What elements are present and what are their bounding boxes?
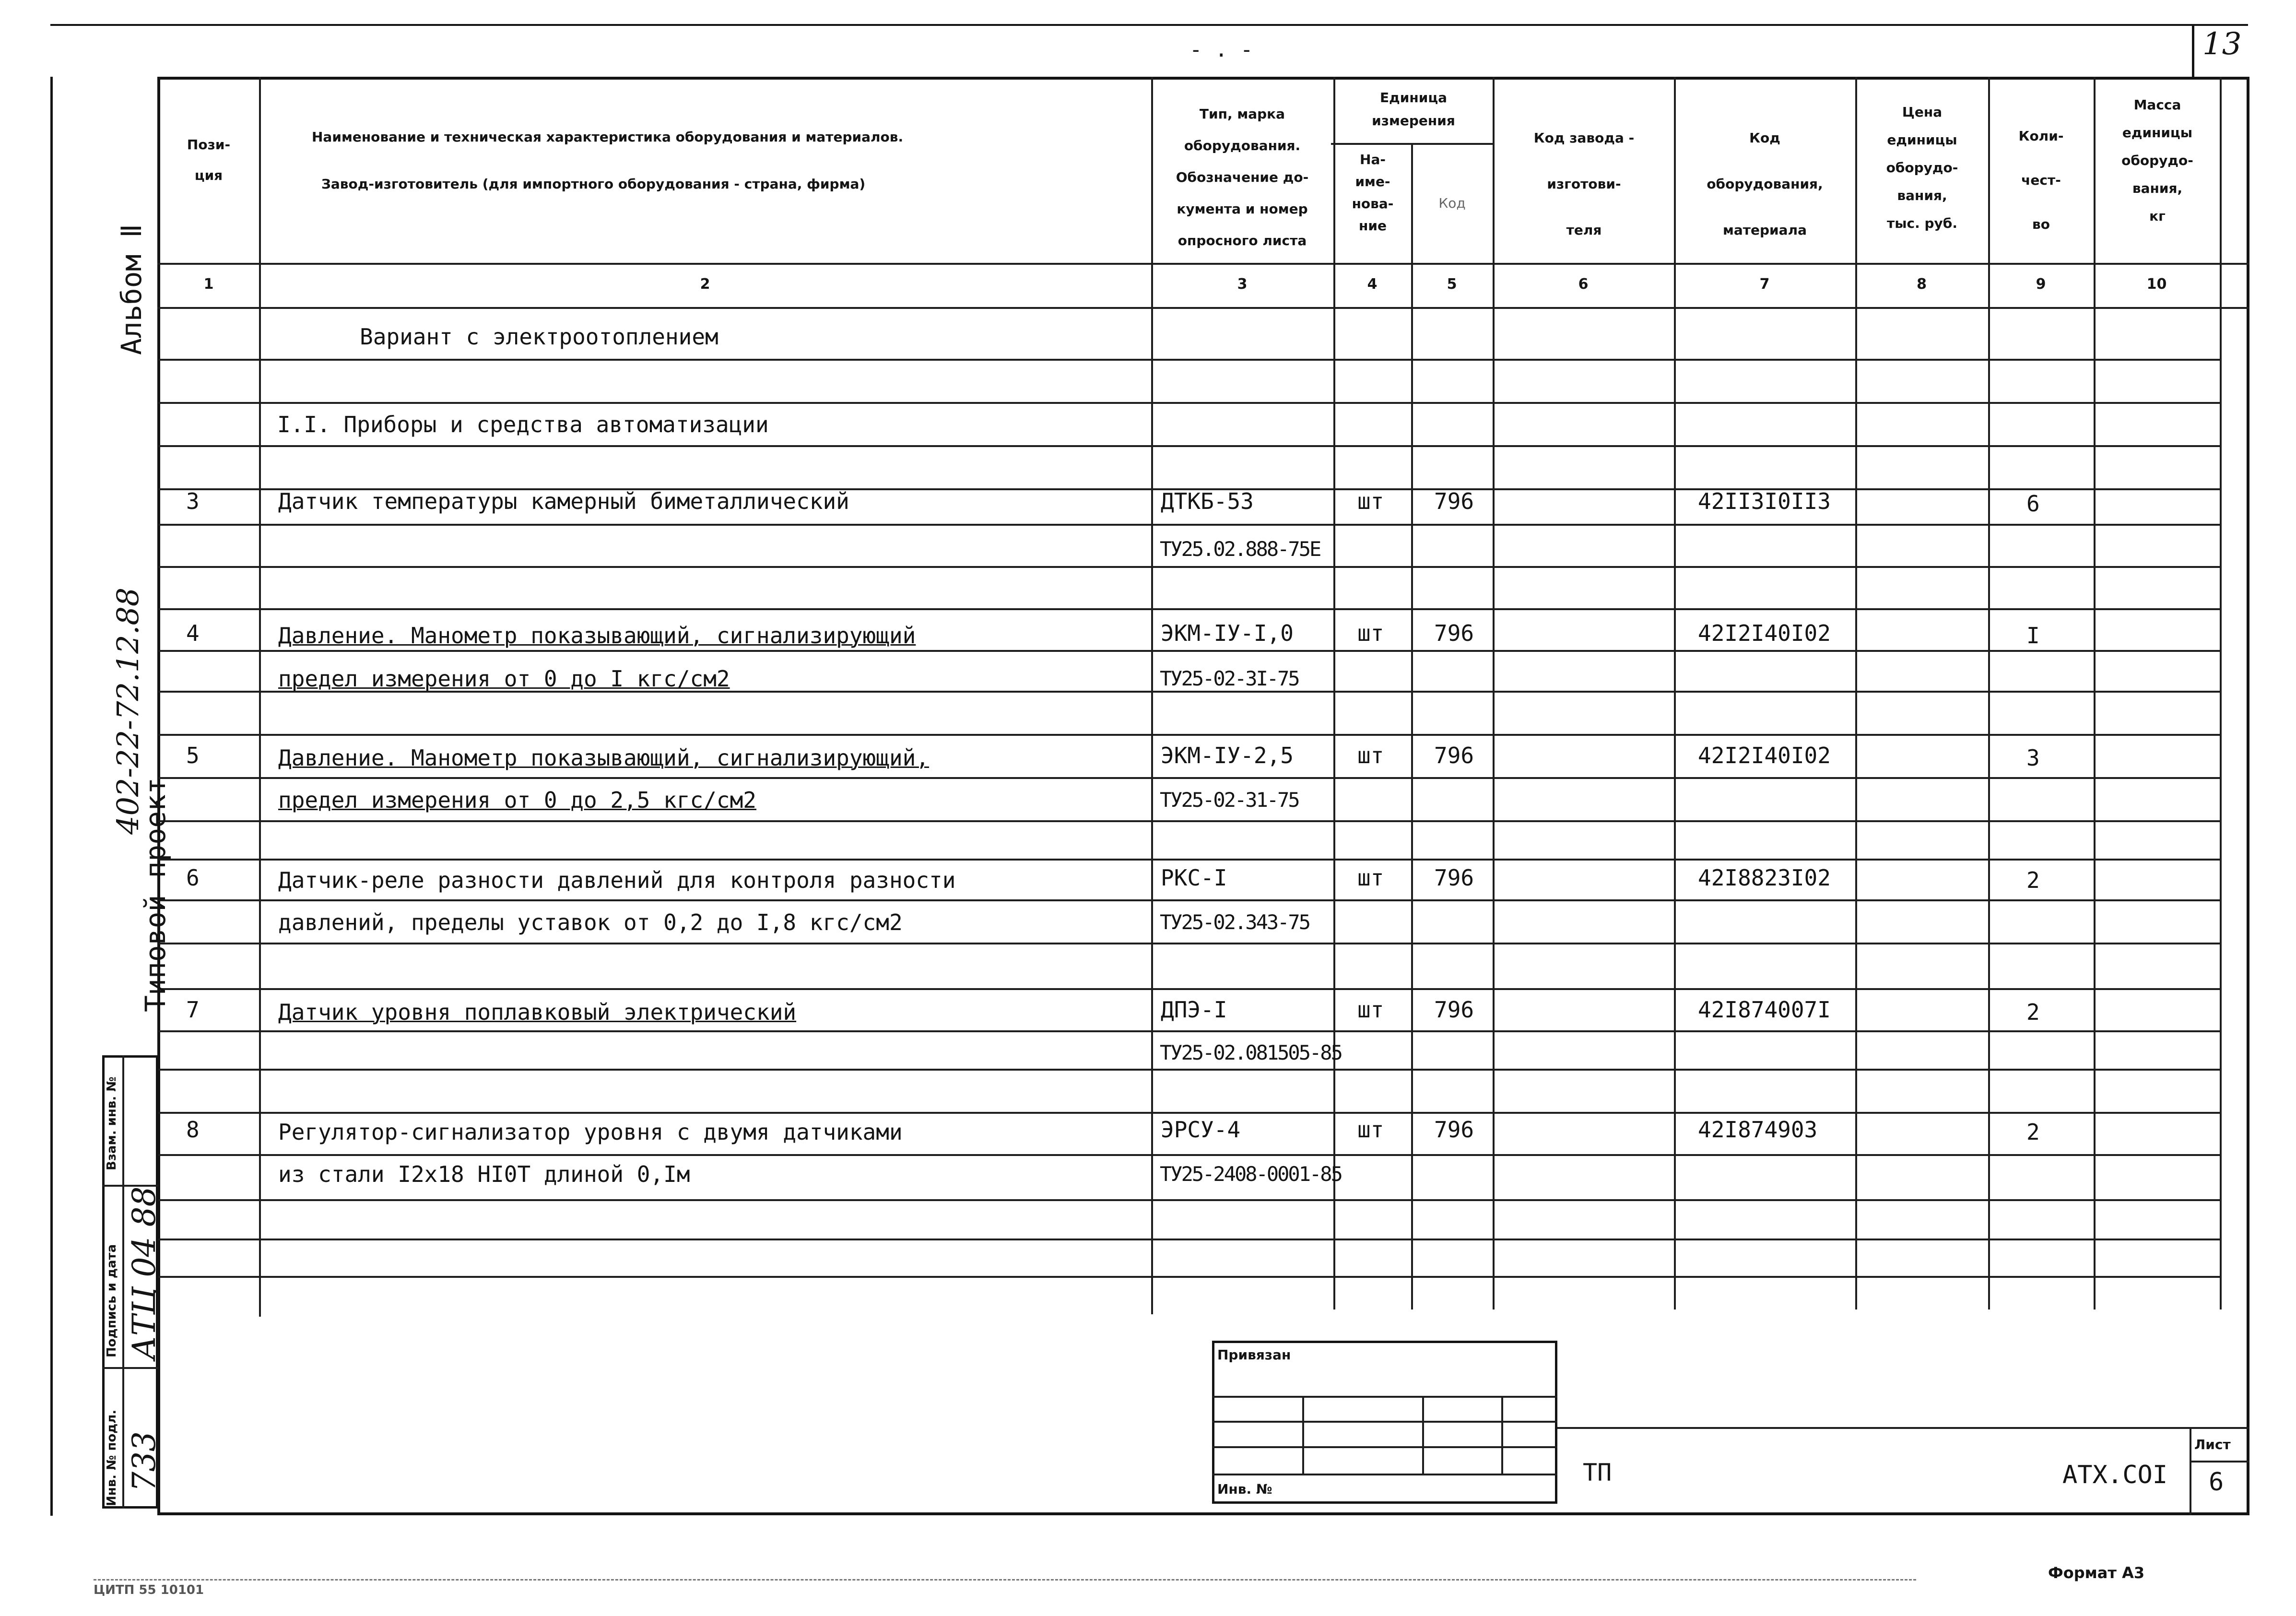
col-line-7: [1855, 77, 1857, 1309]
side-stamp-col2-label: Подпись и дата: [105, 1244, 119, 1357]
top-mark: - . -: [1189, 37, 1253, 62]
row-quantity: 6: [2026, 491, 2040, 517]
sheet-label: Лист: [2194, 1437, 2231, 1452]
row-name-line1: Давление. Манометр показывающий, сигнализирующий,: [278, 745, 930, 771]
side-stamp-col3-label: Взам. инв. №: [105, 1076, 119, 1170]
row-equipment-code: 42I874007I: [1698, 997, 1831, 1023]
side-stamp-col2-value: АТЦ 04 88: [126, 1186, 163, 1360]
sheet-box-left: [2190, 1427, 2191, 1515]
row-name-line1: Датчик-реле разности давлений для контроля разности: [278, 867, 956, 893]
row-name-line2: предел измерения от 0 до 2,5 кгс/см2: [278, 787, 756, 813]
header-type: Тип, марка оборудования. Обозначение до- кумента и номер опросного листа: [1176, 106, 1309, 248]
row-type-line1: РКС-I: [1161, 865, 1227, 891]
row-line: [158, 402, 2220, 404]
side-stamp-divider: [122, 1055, 124, 1509]
col-line-9: [2094, 77, 2096, 1309]
row-name-line2: предел измерения от 0 до I кгс/см2: [278, 666, 730, 692]
side-album: Альбом Ⅱ: [115, 224, 148, 355]
row-name-line2: из стали I2х18 HI0T длиной 0,Iм: [278, 1161, 690, 1187]
row-unit-code: 796: [1434, 620, 1474, 646]
row-line: [158, 566, 2220, 568]
colnum-6: 6: [1578, 276, 1589, 293]
row-type-line2: ТУ25-02.343-75: [1160, 910, 1310, 934]
footer-code: ЦИТП 55 10101: [94, 1583, 204, 1597]
row-name-line1: Датчик уровня поплавковый электрический: [278, 999, 797, 1025]
header-position: Пози- ция: [187, 137, 231, 183]
footer-dashed-line: [94, 1579, 1916, 1581]
row-equipment-code: 42II3I0II3: [1698, 488, 1831, 514]
col-line-2: [1151, 77, 1153, 1314]
sheet-value: 6: [2209, 1468, 2224, 1497]
stamp-doc-code: АТХ.COI: [2062, 1461, 2168, 1489]
privyazan-h1: [1212, 1396, 1557, 1398]
row-line: [158, 1112, 2220, 1114]
row-line: [158, 1276, 2220, 1278]
col-line-3: [1333, 77, 1335, 1309]
colnum-1: 1: [203, 276, 214, 293]
privyazan-label: Привязан: [1217, 1347, 1291, 1363]
row-line: [158, 899, 2220, 901]
row-quantity: I: [2026, 623, 2040, 649]
side-project: Типовой проект: [139, 778, 172, 1012]
side-stamp-col1-label: Инв. № подл.: [105, 1409, 119, 1506]
col-line-10: [2220, 77, 2222, 1309]
row-type-line1: ЭКМ-IУ-I,0: [1161, 620, 1294, 646]
header-factory-code: Код завода - изготови- теля: [1533, 130, 1635, 238]
side-project-code: 402-22-72.12.88: [110, 587, 145, 835]
row-equipment-code: 42I8823I02: [1698, 865, 1831, 891]
row-name-line1: Датчик температуры камерный биметаллический: [278, 488, 849, 514]
colnum-4: 4: [1367, 276, 1378, 293]
row-unit: шт: [1357, 743, 1384, 768]
section-subtitle: I.I. Приборы и средства автоматизации: [277, 412, 769, 437]
row-line: [158, 859, 2220, 861]
row-line: [158, 524, 2220, 526]
row-line: [158, 445, 2220, 447]
colnum-9: 9: [2036, 276, 2046, 293]
stamp-tp: ТП: [1583, 1459, 1612, 1486]
row-unit: шт: [1357, 620, 1384, 646]
header-name-line2: Завод-изготовитель (для импортного оборудования - страна, фирма): [321, 176, 866, 192]
row-unit: шт: [1357, 997, 1384, 1023]
row-type-line2: ТУ25-02-3I-75: [1160, 667, 1299, 690]
row-line: [158, 734, 2220, 736]
row-type-line1: ДПЭ-I: [1161, 997, 1227, 1023]
row-type-line1: ЭКМ-IУ-2,5: [1161, 743, 1294, 768]
sheet-number-handwritten: 13: [2202, 26, 2242, 62]
col-line-5: [1493, 77, 1495, 1309]
row-line: [158, 943, 2220, 944]
colnum-10: 10: [2146, 276, 2167, 293]
row-unit-code: 796: [1434, 1117, 1474, 1143]
row-unit-code: 796: [1434, 997, 1474, 1023]
format-label: Формат А3: [2048, 1564, 2145, 1582]
privyazan-v3: [1501, 1396, 1503, 1474]
row-type-line2: ТУ25-2408-0001-85: [1160, 1162, 1342, 1186]
frame-top-line: [50, 24, 2248, 26]
row-equipment-code: 42I2I40I02: [1698, 743, 1831, 768]
colnum-8: 8: [1917, 276, 1927, 293]
header-unit-name: На- име- нова- ние: [1352, 152, 1394, 234]
row-line: [158, 1069, 2220, 1071]
header-mass: Масса единицы оборудо- вания, кг: [2121, 97, 2193, 224]
title-block-top: [1557, 1427, 2249, 1429]
header-quantity: Коли- чест- во: [2018, 128, 2064, 232]
colnum-3: 3: [1237, 276, 1248, 293]
col-line-6: [1674, 77, 1676, 1309]
row-equipment-code: 42I874903: [1698, 1117, 1818, 1143]
row-line: [158, 1154, 2220, 1156]
row-line: [158, 1199, 2220, 1201]
row-line: [158, 820, 2220, 822]
row-unit-code: 796: [1434, 488, 1474, 514]
colnum-2: 2: [700, 276, 710, 293]
colnum-5: 5: [1447, 276, 1457, 293]
col-line-1: [259, 77, 261, 1317]
row-quantity: 2: [2026, 1119, 2040, 1145]
side-stamp-col1-value: 733: [126, 1431, 163, 1492]
row-equipment-code: 42I2I40I02: [1698, 620, 1831, 646]
row-position: 7: [186, 997, 200, 1023]
row-name-line1: Регулятор-сигнализатор уровня с двумя датчиками: [278, 1119, 903, 1145]
row-position: 6: [186, 865, 200, 891]
header-bottom-line: [157, 263, 2249, 265]
header-equipment-code: Код оборудования, материала: [1707, 130, 1823, 238]
row-position: 3: [186, 488, 200, 514]
row-line: [158, 1239, 2220, 1240]
row-type-line2: ТУ25-02-31-75: [1160, 788, 1299, 812]
row-quantity: 2: [2026, 999, 2040, 1025]
header-unit: Единица измерения: [1372, 90, 1455, 129]
row-type-line2: ТУ25-02.081505-85: [1160, 1041, 1342, 1064]
privyazan-h4: [1212, 1474, 1557, 1475]
row-type-line1: ДТКБ-53: [1161, 488, 1254, 514]
row-position: 5: [186, 743, 200, 768]
privyazan-h3: [1212, 1446, 1557, 1448]
row-line: [158, 777, 2220, 779]
row-unit: шт: [1357, 865, 1384, 891]
header-unit-code: Код: [1438, 195, 1466, 211]
section-variant: Вариант с электроотоплением: [360, 324, 718, 350]
row-position: 8: [186, 1117, 200, 1143]
row-line: [158, 1030, 2220, 1032]
row-quantity: 2: [2026, 867, 2040, 893]
sheet-box-mid: [2190, 1461, 2249, 1463]
row-line: [158, 650, 2220, 652]
frame-left-line: [50, 77, 53, 1516]
privyazan-h2: [1212, 1421, 1557, 1423]
header-name-line1: Наименование и техническая характеристика оборудования и материалов.: [312, 129, 904, 145]
row-unit-code: 796: [1434, 743, 1474, 768]
side-stamp-h2: [102, 1367, 158, 1369]
row-name-line1: Давление. Манометр показывающий, сигнализирующий: [278, 623, 916, 649]
row-quantity: 3: [2026, 745, 2040, 771]
inv-label: Инв. №: [1217, 1481, 1272, 1497]
privyazan-v2: [1422, 1396, 1424, 1474]
row-position: 4: [186, 620, 200, 646]
privyazan-v1: [1302, 1396, 1304, 1474]
row-type-line2: ТУ25.02.888-75Е: [1160, 537, 1320, 561]
row-line: [158, 608, 2220, 610]
row-unit-code: 796: [1434, 865, 1474, 891]
row-line: [158, 359, 2220, 361]
row-name-line2: давлений, пределы уставок от 0,2 до I,8 кгс/см2: [278, 909, 903, 935]
header-price: Цена единицы оборудо- вания, тыс. руб.: [1886, 104, 1958, 231]
row-unit: шт: [1357, 1117, 1384, 1143]
row-unit: шт: [1357, 488, 1384, 514]
row-line: [158, 988, 2220, 990]
col-line-8: [1988, 77, 1990, 1309]
row-type-line1: ЭРСУ-4: [1161, 1117, 1241, 1143]
col-line-4: [1411, 143, 1413, 1309]
colnum-7: 7: [1759, 276, 1770, 293]
colnum-bottom-line: [157, 307, 2249, 309]
